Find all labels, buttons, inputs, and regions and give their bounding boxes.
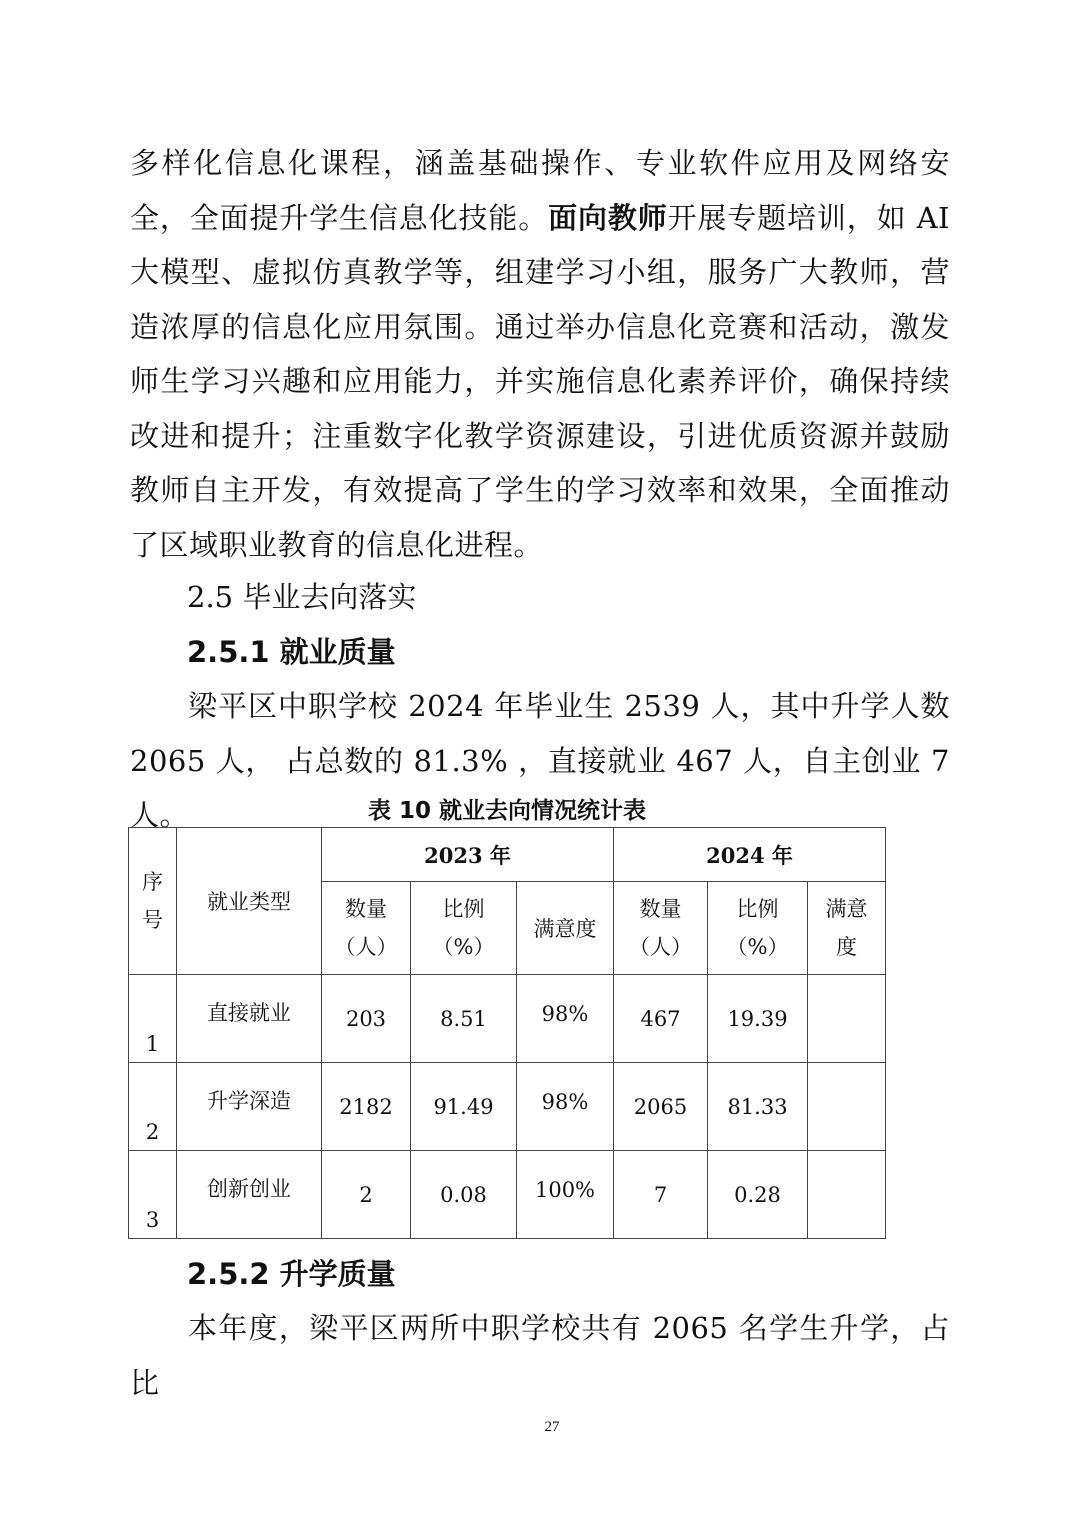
header-satisfaction-2023: 满意度 <box>517 882 614 975</box>
row-seq: 3 <box>129 1151 177 1239</box>
row-type: 创新创业 <box>177 1151 322 1239</box>
row-satisfaction-2023: 98% <box>517 1063 614 1151</box>
paragraph-informatization <box>130 136 950 572</box>
row-satisfaction-2024 <box>808 1063 886 1151</box>
row-count-2023: 2 <box>322 1151 411 1239</box>
row-ratio-2023: 0.08 <box>411 1151 517 1239</box>
row-satisfaction-2024 <box>808 1151 886 1239</box>
row-count-2024: 2065 <box>614 1063 708 1151</box>
table-row <box>129 975 886 1063</box>
row-count-2023: 2182 <box>322 1063 411 1151</box>
row-count-2023: 203 <box>322 975 411 1063</box>
header-satisfaction-2024: 满意 度 <box>808 882 886 975</box>
section-heading-2-5-1: 2.5.1 就业质量 <box>187 635 396 669</box>
header-ratio-2023: 比例 （%） <box>411 882 517 975</box>
table-row <box>129 1063 886 1151</box>
table-title: 表 10 就业去向情况统计表 <box>367 798 647 824</box>
header-count-2023: 数量 （人） <box>322 882 411 975</box>
row-count-2024: 7 <box>614 1151 708 1239</box>
row-count-2024: 467 <box>614 975 708 1063</box>
paragraph-employment: 梁平区中职学校 2024 年毕业生 2539 人，其中升学人数 2065 人， 占总数的 81.3% ，直接就业 467 人，自主创业 7 人。 <box>130 689 950 832</box>
header-count-2024: 数量 （人） <box>614 882 708 975</box>
header-type: 就业类型 <box>177 828 322 975</box>
paragraph-text-a: 多样化信息化课程，涵盖基础操作、专业软件应用及网络安全，全面提升学生信息化技能。 <box>130 146 950 235</box>
page-number: 27 <box>544 1419 560 1435</box>
row-satisfaction-2023: 100% <box>517 1151 614 1239</box>
row-ratio-2023: 91.49 <box>411 1063 517 1151</box>
paragraph-further-study: 本年度，梁平区两所中职学校共有 2065 名学生升学，占比 <box>130 1311 950 1400</box>
row-ratio-2024: 81.33 <box>708 1063 808 1151</box>
section-heading-2-5-2: 2.5.2 升学质量 <box>187 1257 396 1291</box>
section-heading-2-5: 2.5 毕业去向落实 <box>187 580 417 614</box>
employment-table <box>128 827 886 1239</box>
row-satisfaction-2023: 98% <box>517 975 614 1063</box>
row-type: 直接就业 <box>177 975 322 1063</box>
paragraph-bold-phrase: 面向教师 <box>548 200 668 235</box>
row-seq: 2 <box>129 1063 177 1151</box>
paragraph-text-b: 开展专题培训，如 AI 大模型、虚拟仿真教学等，组建学习小组，服务广大教师，营造浓厚的信息化应用氛围。通过举办信息化竞赛和活动，激发师生学习兴趣和应用能力，并实施信息化素养评价，确保持续改进和提升；注重数字化教学资源建设，引进优质资源并鼓励教师自主开发，有效提高了学生的学习效率和效果，全面推动了区域职业教育的信息化进程。 <box>130 200 950 562</box>
table-header-row-years <box>129 828 886 882</box>
header-year-2023: 2023 年 <box>322 828 614 882</box>
row-satisfaction-2024 <box>808 975 886 1063</box>
row-ratio-2023: 8.51 <box>411 975 517 1063</box>
row-type: 升学深造 <box>177 1063 322 1151</box>
header-seq: 序号 <box>129 828 177 975</box>
table-row <box>129 1151 886 1239</box>
row-seq: 1 <box>129 975 177 1063</box>
row-ratio-2024: 0.28 <box>708 1151 808 1239</box>
header-ratio-2024: 比例 （%） <box>708 882 808 975</box>
header-year-2024: 2024 年 <box>614 828 886 882</box>
row-ratio-2024: 19.39 <box>708 975 808 1063</box>
